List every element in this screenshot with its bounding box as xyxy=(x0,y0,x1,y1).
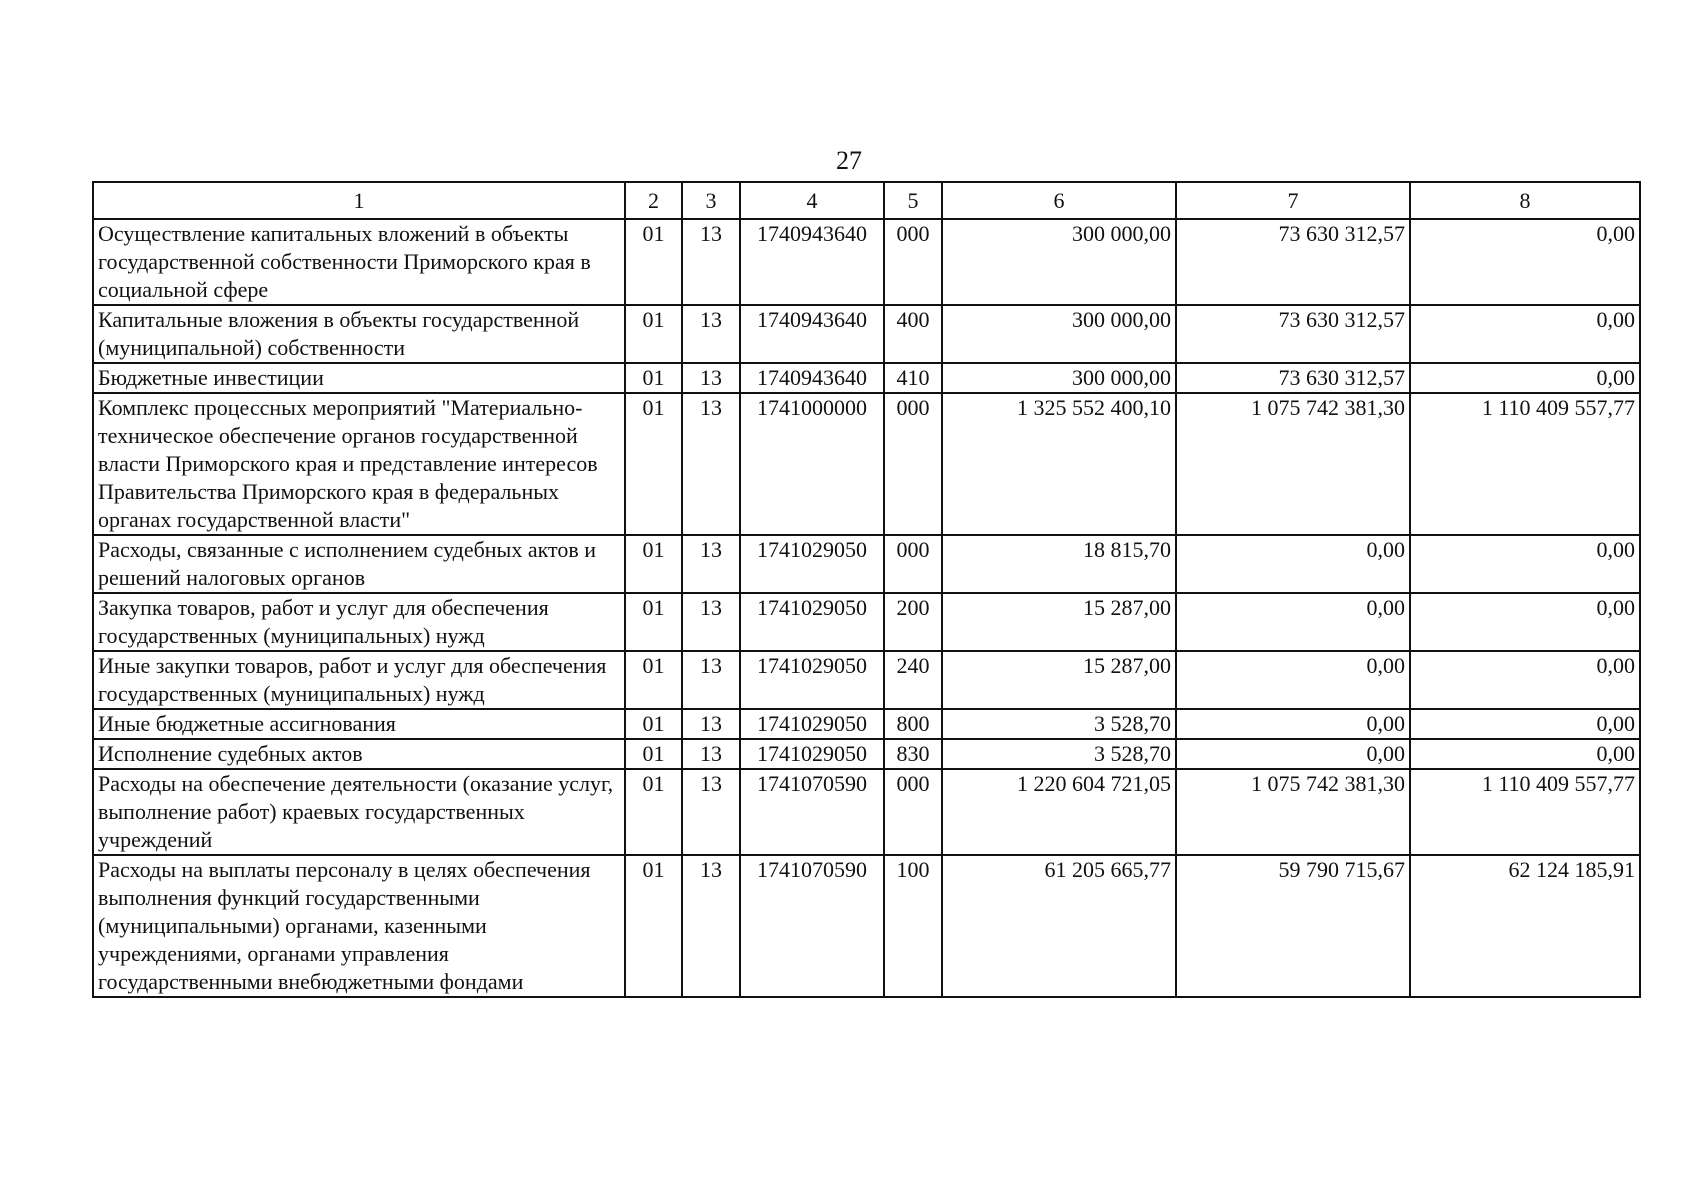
column-header: 4 xyxy=(740,182,884,219)
row-amount-col7: 0,00 xyxy=(1176,709,1410,739)
column-header: 8 xyxy=(1410,182,1640,219)
row-amount-col8: 0,00 xyxy=(1410,305,1640,363)
row-expense-type: 000 xyxy=(884,393,942,535)
row-expense-type: 830 xyxy=(884,739,942,769)
header-row xyxy=(93,182,1640,219)
row-expense-type: 000 xyxy=(884,535,942,593)
row-amount-col8: 1 110 409 557,77 xyxy=(1410,393,1640,535)
row-subsection-code: 13 xyxy=(682,651,740,709)
row-expense-type: 000 xyxy=(884,769,942,855)
row-section-code: 01 xyxy=(625,363,682,393)
row-amount-col7: 1 075 742 381,30 xyxy=(1176,393,1410,535)
row-name: Иные закупки товаров, работ и услуг для обеспечения государственных (муниципальных) нужд xyxy=(93,651,625,709)
row-section-code: 01 xyxy=(625,739,682,769)
row-expense-type: 240 xyxy=(884,651,942,709)
column-header: 6 xyxy=(942,182,1176,219)
row-subsection-code: 13 xyxy=(682,709,740,739)
table-row xyxy=(93,363,1640,393)
row-amount-col8: 0,00 xyxy=(1410,363,1640,393)
table-row xyxy=(93,709,1640,739)
row-amount-col8: 0,00 xyxy=(1410,593,1640,651)
row-amount-col6: 1 220 604 721,05 xyxy=(942,769,1176,855)
row-section-code: 01 xyxy=(625,855,682,997)
row-amount-col6: 300 000,00 xyxy=(942,305,1176,363)
table-row xyxy=(93,219,1640,305)
column-header: 5 xyxy=(884,182,942,219)
row-subsection-code: 13 xyxy=(682,855,740,997)
row-amount-col8: 1 110 409 557,77 xyxy=(1410,769,1640,855)
row-section-code: 01 xyxy=(625,305,682,363)
row-section-code: 01 xyxy=(625,535,682,593)
table-row xyxy=(93,855,1640,997)
row-name: Расходы на выплаты персоналу в целях обеспечения выполнения функций государственными (муниципальными) органами, казенными учреждениями, органами управления государственными внебюджетными фондами xyxy=(93,855,625,997)
row-name: Исполнение судебных актов xyxy=(93,739,625,769)
row-amount-col6: 15 287,00 xyxy=(942,651,1176,709)
page-number: 27 xyxy=(836,146,862,175)
row-target-article: 1741029050 xyxy=(740,593,884,651)
row-target-article: 1740943640 xyxy=(740,219,884,305)
row-amount-col8: 0,00 xyxy=(1410,739,1640,769)
row-subsection-code: 13 xyxy=(682,305,740,363)
row-target-article: 1740943640 xyxy=(740,363,884,393)
row-name: Иные бюджетные ассигнования xyxy=(93,709,625,739)
row-amount-col6: 300 000,00 xyxy=(942,363,1176,393)
row-subsection-code: 13 xyxy=(682,363,740,393)
row-expense-type: 410 xyxy=(884,363,942,393)
row-amount-col6: 300 000,00 xyxy=(942,219,1176,305)
row-section-code: 01 xyxy=(625,219,682,305)
column-header: 7 xyxy=(1176,182,1410,219)
row-amount-col6: 61 205 665,77 xyxy=(942,855,1176,997)
row-expense-type: 800 xyxy=(884,709,942,739)
row-amount-col8: 0,00 xyxy=(1410,709,1640,739)
table-row xyxy=(93,651,1640,709)
row-amount-col7: 0,00 xyxy=(1176,739,1410,769)
row-amount-col6: 3 528,70 xyxy=(942,709,1176,739)
row-amount-col6: 3 528,70 xyxy=(942,739,1176,769)
row-amount-col8: 62 124 185,91 xyxy=(1410,855,1640,997)
row-amount-col7: 0,00 xyxy=(1176,535,1410,593)
budget-table xyxy=(92,181,1641,998)
row-subsection-code: 13 xyxy=(682,739,740,769)
row-amount-col8: 0,00 xyxy=(1410,219,1640,305)
row-target-article: 1741029050 xyxy=(740,709,884,739)
table-row xyxy=(93,769,1640,855)
row-target-article: 1741000000 xyxy=(740,393,884,535)
row-amount-col8: 0,00 xyxy=(1410,535,1640,593)
table-row xyxy=(93,739,1640,769)
row-target-article: 1741070590 xyxy=(740,769,884,855)
table-row xyxy=(93,305,1640,363)
column-header: 3 xyxy=(682,182,740,219)
row-expense-type: 100 xyxy=(884,855,942,997)
row-subsection-code: 13 xyxy=(682,769,740,855)
row-subsection-code: 13 xyxy=(682,593,740,651)
row-subsection-code: 13 xyxy=(682,219,740,305)
row-target-article: 1741029050 xyxy=(740,739,884,769)
row-name: Расходы, связанные с исполнением судебных актов и решений налоговых органов xyxy=(93,535,625,593)
row-target-article: 1741029050 xyxy=(740,651,884,709)
table-body xyxy=(93,219,1640,997)
row-name: Закупка товаров, работ и услуг для обеспечения государственных (муниципальных) нужд xyxy=(93,593,625,651)
row-name: Капитальные вложения в объекты государственной (муниципальной) собственности xyxy=(93,305,625,363)
row-section-code: 01 xyxy=(625,709,682,739)
row-amount-col7: 0,00 xyxy=(1176,651,1410,709)
row-name: Бюджетные инвестиции xyxy=(93,363,625,393)
row-amount-col7: 59 790 715,67 xyxy=(1176,855,1410,997)
row-amount-col6: 18 815,70 xyxy=(942,535,1176,593)
row-amount-col7: 1 075 742 381,30 xyxy=(1176,769,1410,855)
row-section-code: 01 xyxy=(625,393,682,535)
row-section-code: 01 xyxy=(625,769,682,855)
row-expense-type: 400 xyxy=(884,305,942,363)
row-amount-col7: 0,00 xyxy=(1176,593,1410,651)
row-name: Комплекс процессных мероприятий "Материально-техническое обеспечение органов государственной власти Приморского края и представление интересов Правительства Приморского края в федеральных органах государственной власти" xyxy=(93,393,625,535)
row-name: Расходы на обеспечение деятельности (оказание услуг, выполнение работ) краевых государственных учреждений xyxy=(93,769,625,855)
row-amount-col7: 73 630 312,57 xyxy=(1176,363,1410,393)
column-header: 1 xyxy=(93,182,625,219)
row-amount-col8: 0,00 xyxy=(1410,651,1640,709)
row-section-code: 01 xyxy=(625,651,682,709)
row-target-article: 1741029050 xyxy=(740,535,884,593)
row-target-article: 1741070590 xyxy=(740,855,884,997)
table-row xyxy=(93,593,1640,651)
column-header: 2 xyxy=(625,182,682,219)
row-section-code: 01 xyxy=(625,593,682,651)
row-subsection-code: 13 xyxy=(682,393,740,535)
row-subsection-code: 13 xyxy=(682,535,740,593)
row-amount-col6: 15 287,00 xyxy=(942,593,1176,651)
row-expense-type: 000 xyxy=(884,219,942,305)
row-amount-col7: 73 630 312,57 xyxy=(1176,305,1410,363)
row-expense-type: 200 xyxy=(884,593,942,651)
row-name: Осуществление капитальных вложений в объекты государственной собственности Приморского края в социальной сфере xyxy=(93,219,625,305)
row-target-article: 1740943640 xyxy=(740,305,884,363)
row-amount-col7: 73 630 312,57 xyxy=(1176,219,1410,305)
row-amount-col6: 1 325 552 400,10 xyxy=(942,393,1176,535)
table-row xyxy=(93,535,1640,593)
table-row xyxy=(93,393,1640,535)
